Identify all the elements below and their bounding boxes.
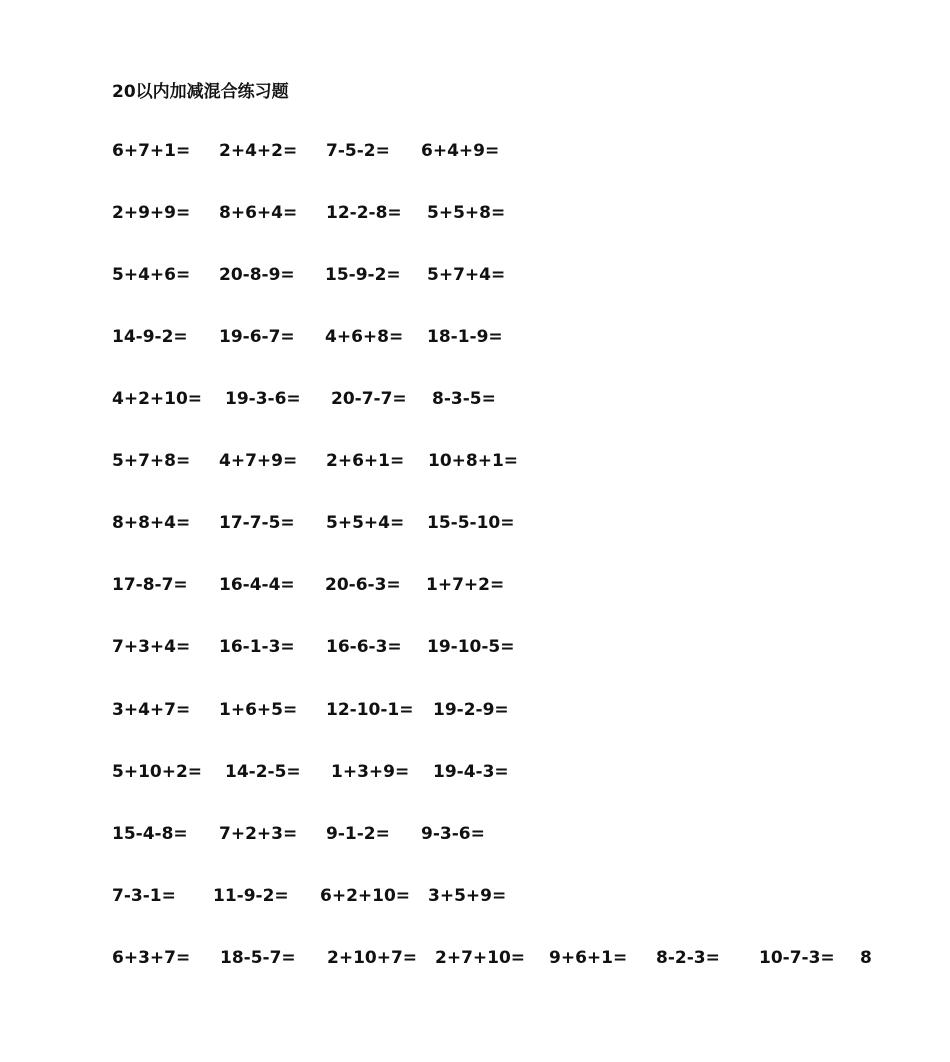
problem-expression: 12-2-8= <box>326 203 402 223</box>
problem-expression: 4+7+9= <box>219 451 298 471</box>
problem-expression: 16-4-4= <box>219 575 295 595</box>
problem-expression: 5+4+6= <box>112 265 191 285</box>
problem-row <box>0 138 950 164</box>
problem-row <box>0 386 950 412</box>
problem-row <box>0 697 950 723</box>
problem-row <box>0 883 950 909</box>
problem-expression: 5+5+8= <box>427 203 506 223</box>
problem-expression: 19-10-5= <box>427 637 515 657</box>
problem-expression: 2+4+2= <box>219 141 298 161</box>
problem-expression: 6+2+10= <box>320 886 411 906</box>
problem-expression: 8-3-5= <box>432 389 496 409</box>
problem-expression: 7+2+3= <box>219 824 298 844</box>
problem-expression: 8+6+4= <box>219 203 298 223</box>
problem-expression: 8-2-3= <box>656 948 720 968</box>
problem-expression: 7-5-2= <box>326 141 390 161</box>
problem-row <box>0 572 950 598</box>
problem-expression: 8 <box>860 948 872 968</box>
problem-expression: 8+8+4= <box>112 513 191 533</box>
problem-row <box>0 510 950 536</box>
problem-expression: 3+5+9= <box>428 886 507 906</box>
problem-expression: 18-5-7= <box>220 948 296 968</box>
problem-expression: 19-3-6= <box>225 389 301 409</box>
problem-expression: 2+7+10= <box>435 948 526 968</box>
problem-expression: 20-6-3= <box>325 575 401 595</box>
problem-expression: 5+7+8= <box>112 451 191 471</box>
problem-expression: 5+7+4= <box>427 265 506 285</box>
problem-expression: 9+6+1= <box>549 948 628 968</box>
problem-expression: 20-7-7= <box>331 389 407 409</box>
problem-expression: 14-9-2= <box>112 327 188 347</box>
worksheet-title: 20以内加减混合练习题 <box>112 82 289 102</box>
problem-expression: 6+4+9= <box>421 141 500 161</box>
problem-expression: 6+7+1= <box>112 141 191 161</box>
problem-expression: 19-4-3= <box>433 762 509 782</box>
problem-row <box>0 759 950 785</box>
problem-expression: 9-3-6= <box>421 824 485 844</box>
problem-expression: 15-9-2= <box>325 265 401 285</box>
problem-row <box>0 324 950 350</box>
problem-expression: 2+9+9= <box>112 203 191 223</box>
problem-expression: 1+3+9= <box>331 762 410 782</box>
problem-expression: 15-5-10= <box>427 513 515 533</box>
problem-row <box>0 448 950 474</box>
problem-row <box>0 945 950 971</box>
problem-expression: 17-8-7= <box>112 575 188 595</box>
problem-expression: 17-7-5= <box>219 513 295 533</box>
problem-row <box>0 262 950 288</box>
problem-expression: 14-2-5= <box>225 762 301 782</box>
problem-expression: 12-10-1= <box>326 700 414 720</box>
problem-expression: 4+6+8= <box>325 327 404 347</box>
problem-expression: 5+10+2= <box>112 762 203 782</box>
problem-expression: 15-4-8= <box>112 824 188 844</box>
problem-expression: 4+2+10= <box>112 389 203 409</box>
problem-expression: 16-1-3= <box>219 637 295 657</box>
problem-expression: 11-9-2= <box>213 886 289 906</box>
problem-expression: 20-8-9= <box>219 265 295 285</box>
problem-expression: 7+3+4= <box>112 637 191 657</box>
problem-expression: 7-3-1= <box>112 886 176 906</box>
problem-expression: 3+4+7= <box>112 700 191 720</box>
problem-expression: 9-1-2= <box>326 824 390 844</box>
problem-expression: 10+8+1= <box>428 451 519 471</box>
problem-expression: 19-2-9= <box>433 700 509 720</box>
problem-expression: 19-6-7= <box>219 327 295 347</box>
problem-expression: 10-7-3= <box>759 948 835 968</box>
problem-row <box>0 821 950 847</box>
problem-expression: 6+3+7= <box>112 948 191 968</box>
problem-row <box>0 200 950 226</box>
problem-expression: 1+7+2= <box>426 575 505 595</box>
problem-expression: 2+6+1= <box>326 451 405 471</box>
problem-expression: 18-1-9= <box>427 327 503 347</box>
problem-expression: 16-6-3= <box>326 637 402 657</box>
problem-expression: 1+6+5= <box>219 700 298 720</box>
problem-expression: 5+5+4= <box>326 513 405 533</box>
problem-expression: 2+10+7= <box>327 948 418 968</box>
problem-row <box>0 634 950 660</box>
